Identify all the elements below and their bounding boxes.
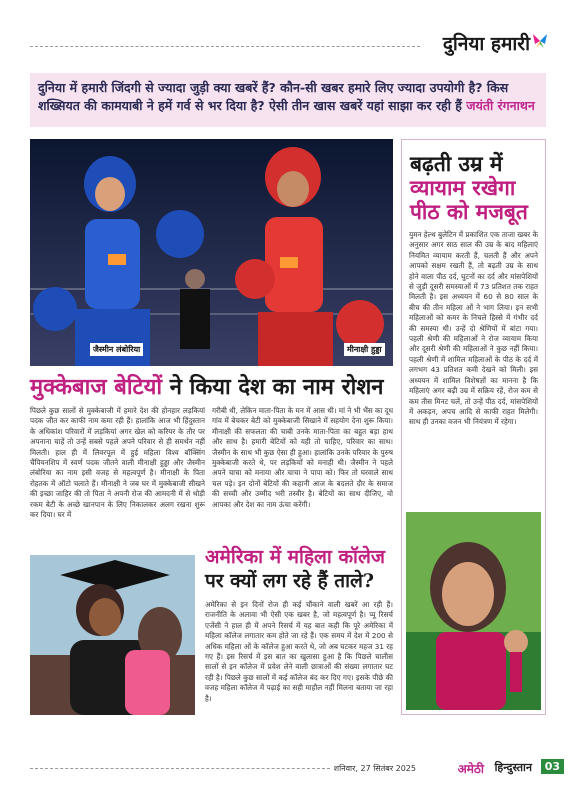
boxing-column-2: गरीबी थी, लेकिन माता-पिता के मन में आस थी। मां ने भी भैंस का दूध गांव में बेचकर बेटी को मुक्केबाजी सिखाने में सहयोग देना शुरू किया। मीनाक्षी की सफलता की चाबी उनके माता-पिता का बहुत बड़ा हाथ और साथ है। हमारी बेटियों को यही तो चाहिए, परिवार का साथ। जैस्मीन के साथ भी कुछ ऐसा ही हुआ। हालांकि उनके परिवार के पुरुष मुक्केबाजी करते थे, पर लड़कियों को मनाही थी। जैस्मीन ने पहले अपने चाचा को मनाया और चाचा ने पापा को। फिर तो घरवाले साथ चल पड़े। इन दोनों बेटियों की कहानी आज के बदलते दौर के समाज की सच्ची और उम्मीद भरी तस्वीर है। बेटियों का साथ दीजिए, वो आपका और देश का नाम ऊंचा करेंगी। — [212, 406, 393, 509]
boxing-illustration — [30, 139, 393, 366]
graduates-hug-illustration — [30, 555, 195, 715]
header-divider — [30, 46, 420, 47]
butterfly-logo-icon — [532, 32, 548, 50]
page-number: 03 — [541, 759, 564, 774]
sidebar-headline-line1: बढ़ती उम्र में — [410, 151, 503, 176]
intro-banner — [30, 73, 546, 127]
footer-divider — [30, 768, 330, 769]
sidebar-headline-line3: पीठ को मजबूत — [410, 199, 528, 224]
sidebar-headline-line2: व्यायाम रखेगा — [410, 175, 516, 200]
caption-left: जैस्मीन लंबोरिया — [90, 343, 143, 356]
sidebar-photo — [406, 512, 541, 710]
footer-paper: हिन्दुस्तान — [494, 761, 532, 774]
intro-text: दुनिया में हमारी जिंदगी से ज्यादा जुड़ी क्या खबरें हैं? कौन-सी खबर हमारे लिए ज्यादा उपयोगी है? किस शख्सियत की कामयाबी ने हमें गर्व से भर दिया है? ऐसी तीन खास खबरें यहां साझा कर रही हैं — [38, 80, 509, 113]
america-headline-line1: अमेरिका में महिला कॉलेज — [205, 546, 385, 568]
boxing-headline-rest: ने किया देश का नाम रोशन — [169, 374, 384, 400]
america-headline-line2: पर क्यों लग रहे हैं ताले? — [205, 570, 375, 592]
sidebar-box — [401, 139, 546, 715]
america-headline — [205, 545, 385, 593]
footer-brand: अमेठी — [457, 762, 484, 776]
boxing-headline — [30, 374, 384, 400]
smiling-woman-illustration — [406, 512, 541, 710]
boxing-headline-accent: मुक्केबाज बेटियों — [30, 374, 163, 400]
graduation-photo — [30, 555, 195, 715]
sidebar-headline — [402, 140, 545, 228]
caption-right: मीनाक्षी हुड्डा — [344, 343, 385, 356]
intro-author: जयंती रंगनाथन — [466, 98, 535, 113]
boxing-photo — [30, 139, 393, 366]
america-body: अमेरिका से इन दिनों रोज ही कई चौंकाने वाली खबरें आ रही हैं। राजनीति के अलावा भी ऐसी एक खबर है, जो महत्वपूर्ण है। प्यू रिसर्च एजेंसी ने हाल ही में अपने रिसर्च में यह बात कही कि पूरे अमेरिका में महिला कॉलेज लगातार कम होते जा रहे हैं। एक समय में देश में 200 से अधिक महिला ओं के कॉलेज हुआ करते थे, जो अब घटकर महज 31 रह गए हैं। इस रिसर्च में इस बात का खुलासा हुआ है कि पिछले चालीस सालों से इन कॉलेज में प्रवेश लेने वाली छात्राओं की संख्या लगातार घट रही है। पिछले कुछ सालों में कई कॉलेज बंद कर दिए गए। इसके पीछे की वजह महिला कॉलेज में पढ़ाई का सही माहौल नहीं मिलना बताया जा रहा है। — [205, 600, 393, 703]
sidebar-body: युमन हेल्थ बुलेटिन में प्रकाशित एक ताजा खबर के अनुसार अगर साठ साल की उम्र के बाद महिलाएं नियमित व्यायाम करती हैं, चलती हैं और अपने आपको सक्षम रखती हैं, तो बढ़ती उम्र के साथ होने वाला पीठ दर्द, घुटनों का दर्द और मांसपेशियों से जुड़ी दूसरी समस्याओं में 73 प्रतिशत तक राहत मिलती है। इस अध्ययन में 60 से 80 साल के बीच की तीन महिला ओं ने भाग लिया। इन सभी महिलाओं को कमर के निचले हिस्से में गंभीर दर्द की समस्या थी। उन्हें दो श्रेणियों में बांटा गया। पहली श्रेणी की महिलाओं ने रोज व्यायाम किया और दूसरी श्रेणी की महिलाओं ने कुछ नहीं किया। पहली श्रेणी में शामिल महिलाओं के पीठ के दर्द में लगभग 43 प्रतिशत कमी देखने को मिली। इस अध्ययन में शामिल विशेषज्ञों का मानना है कि महिलाएं अगर बढ़ी उम्र में सक्रिय रहें, रोज कम से कम तीस मिनट चलें, तो उन्हें पीठ दर्द, मांसपेशियों में अकड़न, अपच आदि से काफी राहत मिलेगी। साथ ही उनका वजन भी नियंत्रण में रहेगा। — [409, 230, 538, 427]
boxing-column-1: पिछले कुछ सालों से मुक्केबाजी में हमारे देश की होनहार लड़कियां पदक जीत कर काफी नाम कमा रही हैं। हालांकि आज भी हिंदुस्तान के अधिकांश परिवारों में लड़कियां अगर खेल को करियर के तौर पर अपनाना चाहें तो उन्हें सबसे पहले अपने परिवार से ही समर्थन नहीं मिलती। हाल ही में लिवरपूल में हुई महिला विश्व बॉक्सिंग चैंपियनशिप में स्वर्ण पदक जीतने वाली मीनाक्षी हुड्डा और जैस्मीन लंबोरिया का नाम इसी वजह से महत्वपूर्ण है। मीनाक्षी के पिता रोहतक में ऑटो चलाते हैं। मीनाक्षी ने जब घर में मुक्केबाजी सीखने की इच्छा जाहिर की तो पिता ने अपनी रोज की आमदनी में से थोड़ी रकम बेटी के अच्छे खानपान के लिए निकालकर अलग रखना शुरू कर दिया। घर में — [30, 406, 205, 520]
section-title: दुनिया हमारी — [442, 33, 530, 55]
footer-date: शनिवार, 27 सितंबर 2025 — [333, 764, 416, 773]
